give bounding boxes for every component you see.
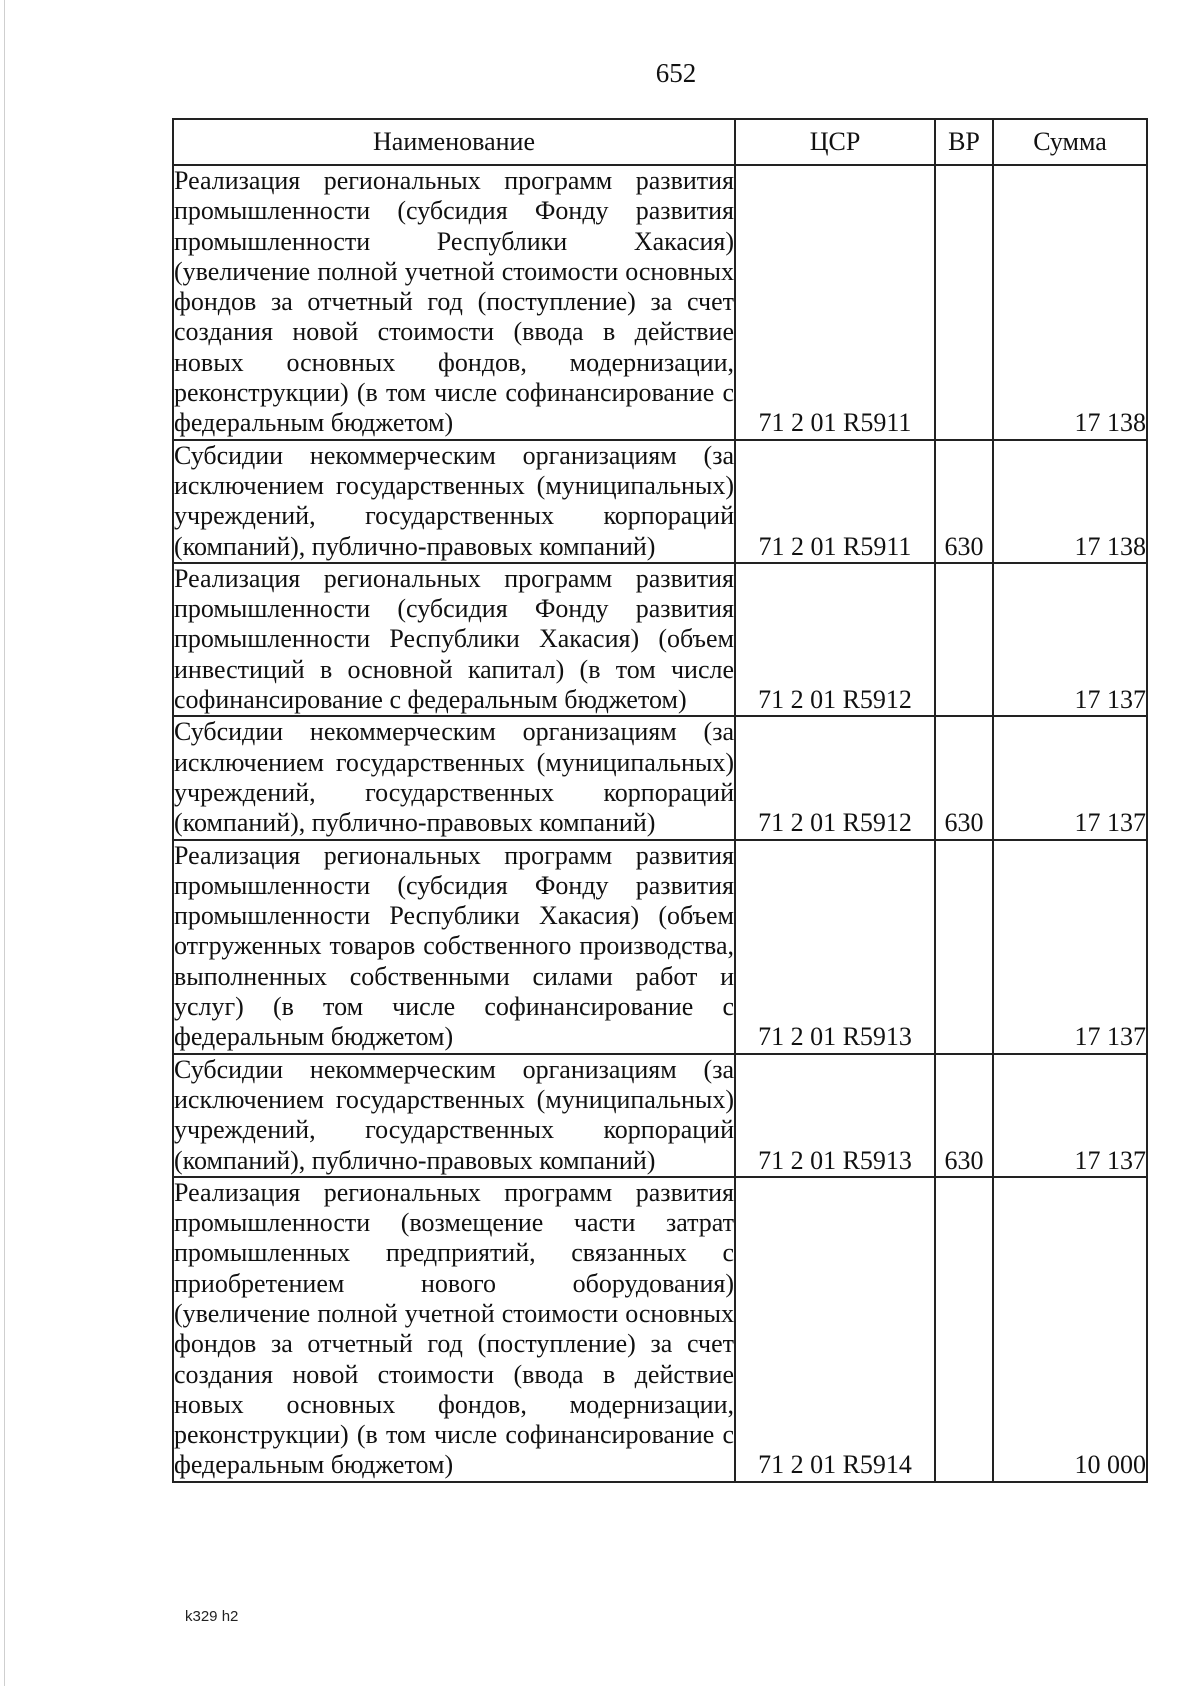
table-row	[173, 1177, 1147, 1482]
row-sum: 10 000	[993, 1177, 1147, 1482]
row-vr: 630	[935, 440, 993, 563]
row-sum: 17 137	[993, 563, 1147, 716]
row-sum: 17 137	[993, 1054, 1147, 1177]
table-row	[173, 1054, 1147, 1177]
row-sum: 17 138	[993, 440, 1147, 563]
row-vr	[935, 1177, 993, 1482]
header-name: Наименование	[173, 119, 735, 165]
row-csr: 71 2 01 R5912	[735, 716, 935, 839]
row-name: Реализация региональных программ развития промышленности (возмещение части затрат промышленных предприятий, связанных с приобретением нового оборудования) (увеличение полной учетной стоимости основных фондов за отчетный год (поступление) за счет создания новой стоимости (ввода в действие новых основных фондов, модернизации, реконструкции) (в том числе софинансирование с федеральным бюджетом)	[173, 1177, 735, 1482]
row-vr: 630	[935, 1054, 993, 1177]
table-row	[173, 165, 1147, 440]
row-sum: 17 138	[993, 165, 1147, 440]
row-vr	[935, 165, 993, 440]
footer-code: k329 h2	[185, 1608, 239, 1625]
scan-margin-line	[4, 0, 5, 1686]
table-row	[173, 563, 1147, 716]
row-csr: 71 2 01 R5913	[735, 1054, 935, 1177]
row-name: Реализация региональных программ развития промышленности (субсидия Фонду развития промышленности Республики Хакасия) (объем инвестиций в основной капитал) (в том числе софинансирование с федеральным бюджетом)	[173, 563, 735, 716]
header-vr: ВР	[935, 119, 993, 165]
table-header-row	[173, 119, 1147, 165]
row-csr: 71 2 01 R5913	[735, 840, 935, 1054]
row-vr	[935, 840, 993, 1054]
header-sum: Сумма	[993, 119, 1147, 165]
row-name: Реализация региональных программ развития промышленности (субсидия Фонду развития промышленности Республики Хакасия) (увеличение полной учетной стоимости основных фондов за отчетный год (поступление) за счет создания новой стоимости (ввода в действие новых основных фондов, модернизации, реконструкции) (в том числе софинансирование с федеральным бюджетом)	[173, 165, 735, 440]
row-name: Субсидии некоммерческим организациям (за исключением государственных (муниципальных) учреждений, государственных корпораций (компаний), публично-правовых компаний)	[173, 440, 735, 563]
row-name: Реализация региональных программ развития промышленности (субсидия Фонду развития промышленности Республики Хакасия) (объем отгруженных товаров собственного производства, выполненных собственными силами работ и услуг) (в том числе софинансирование с федеральным бюджетом)	[173, 840, 735, 1054]
table-row	[173, 840, 1147, 1054]
row-name: Субсидии некоммерческим организациям (за исключением государственных (муниципальных) учреждений, государственных корпораций (компаний), публично-правовых компаний)	[173, 1054, 735, 1177]
page-number: 652	[655, 58, 697, 88]
row-csr: 71 2 01 R5911	[735, 440, 935, 563]
row-vr: 630	[935, 716, 993, 839]
table-row	[173, 440, 1147, 563]
row-name: Субсидии некоммерческим организациям (за исключением государственных (муниципальных) учреждений, государственных корпораций (компаний), публично-правовых компаний)	[173, 716, 735, 839]
row-sum: 17 137	[993, 840, 1147, 1054]
table-row	[173, 716, 1147, 839]
row-csr: 71 2 01 R5911	[735, 165, 935, 440]
row-sum: 17 137	[993, 716, 1147, 839]
budget-table	[172, 118, 1148, 1483]
row-csr: 71 2 01 R5912	[735, 563, 935, 716]
row-vr	[935, 563, 993, 716]
row-csr: 71 2 01 R5914	[735, 1177, 935, 1482]
header-csr: ЦСР	[735, 119, 935, 165]
